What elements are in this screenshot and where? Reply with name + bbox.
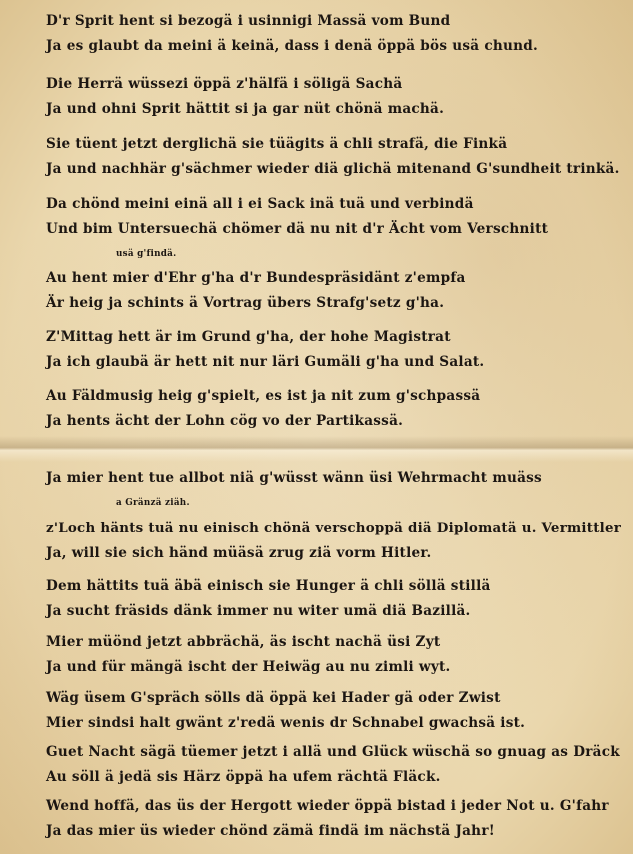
poem-line: Au Fäldmusig heig g'spielt, es ist ja nit zum g'schpassä bbox=[46, 388, 481, 404]
stanza bbox=[46, 132, 621, 182]
poem-line: Au söll ä jedä sis Härz öppä ha ufem rächtä Fläck. bbox=[46, 769, 441, 785]
poem-line: Mier müönd jetzt abbrächä, äs ischt nachä üsi Zyt bbox=[46, 634, 441, 650]
poem-line: Ja hents ächt der Lohn cög vo der Partikassä. bbox=[46, 413, 404, 429]
stanza bbox=[46, 516, 621, 566]
poem-line: Ja und ohni Sprit hättit si ja gar nüt chönä machä. bbox=[46, 101, 445, 117]
poem-line: Guet Nacht sägä tüemer jetzt i allä und Glück wüschä so gnuag as Dräck bbox=[46, 744, 620, 760]
stanza bbox=[46, 384, 621, 434]
stanza bbox=[46, 325, 621, 375]
poem-line: a Gränzä ziäh. bbox=[116, 498, 190, 508]
stanza bbox=[46, 72, 621, 122]
stanza bbox=[46, 266, 621, 316]
stanza bbox=[46, 740, 621, 790]
poem-line: Und bim Untersuechä chömer dä nu nit d'r Ächt vom Verschnitt bbox=[46, 221, 549, 237]
stanza bbox=[46, 9, 621, 59]
poem-line: Ja es glaubt da meini ä keinä, dass i denä öppä bös usä chund. bbox=[46, 38, 538, 54]
poem-line: Är heig ja schints ä Vortrag übers Strafg'setz g'ha. bbox=[46, 295, 445, 311]
stanza bbox=[46, 794, 621, 844]
poem-line: Ja, will sie sich händ müäsä zrug ziä vorm Hitler. bbox=[46, 545, 432, 561]
poem-line: usä g'findä. bbox=[116, 249, 177, 259]
stanza bbox=[46, 192, 621, 267]
poem-line: Ja sucht fräsids dänk immer nu witer umä diä Bazillä. bbox=[46, 603, 471, 619]
poem-line: Die Herrä wüssezi öppä z'hälfä i söligä Sachä bbox=[46, 76, 403, 92]
poem-line: z'Loch hänts tuä nu einisch chönä verschoppä diä Diplomatä u. Vermittler bbox=[46, 520, 622, 536]
paper-fold-crease bbox=[0, 436, 633, 462]
poem-line: Z'Mittag hett är im Grund g'ha, der hohe Magistrat bbox=[46, 329, 451, 345]
stanza bbox=[46, 466, 621, 516]
poem-line: D'r Sprit hent si bezogä i usinnigi Massä vom Bund bbox=[46, 13, 451, 29]
poem-line: Au hent mier d'Ehr g'ha d'r Bundespräsidänt z'empfa bbox=[46, 270, 466, 286]
poem-line: Da chönd meini einä all i ei Sack inä tuä und verbindä bbox=[46, 196, 474, 212]
poem-line: Wäg üsem G'spräch sölls dä öppä kei Hader gä oder Zwist bbox=[46, 690, 501, 706]
poem-line: Ja und nachhär g'sächmer wieder diä glichä mitenand G'sundheit trinkä. bbox=[46, 161, 620, 177]
stanza bbox=[46, 686, 621, 736]
poem-line: Ja und für mängä ischt der Heiwäg au nu zimli wyt. bbox=[46, 659, 451, 675]
stanza bbox=[46, 574, 621, 624]
poem-line: Ja ich glaubä är hett nit nur läri Gumäli g'ha und Salat. bbox=[46, 354, 485, 370]
poem-line: Wend hoffä, das üs der Hergott wieder öppä bistad i jeder Not u. G'fahr bbox=[46, 798, 609, 814]
poem-line: Dem hättits tuä äbä einisch sie Hunger ä chli söllä stillä bbox=[46, 578, 491, 594]
poem-line: Mier sindsi halt gwänt z'redä wenis dr Schnabel gwachsä ist. bbox=[46, 715, 526, 731]
poem-line: Ja das mier üs wieder chönd zämä findä im nächstä Jahr! bbox=[46, 823, 495, 839]
stanza bbox=[46, 630, 621, 680]
poem-line: Ja mier hent tue allbot niä g'wüsst wänn üsi Wehrmacht muäss bbox=[46, 470, 542, 486]
poem-line: Sie tüent jetzt derglichä sie tüägits ä chli strafä, die Finkä bbox=[46, 136, 508, 152]
